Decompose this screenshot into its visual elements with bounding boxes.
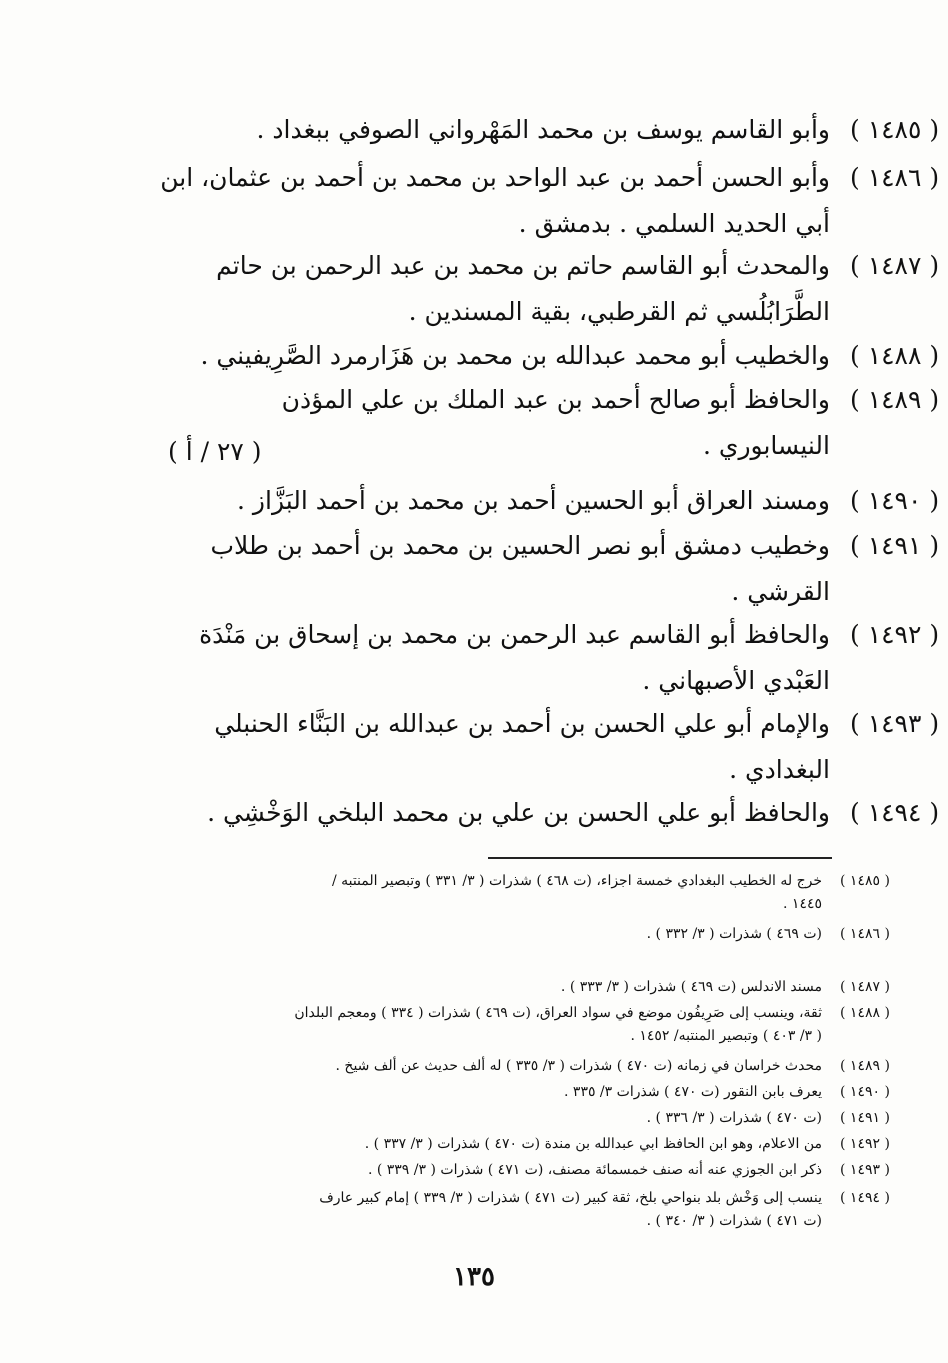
entry-number: ( ١٤٩٣ ) xyxy=(850,709,940,738)
footnote-text: (ت ٤٧٠ ) شذرات ( ٣/ ٣٣٦ ) . xyxy=(646,1110,822,1126)
entry-text: والخطيب أبو محمد عبدالله بن محمد بن هَزَارمرد الصَّرِيفيني . xyxy=(200,341,830,370)
entry-1492 xyxy=(140,612,940,704)
entry-text: وأبو القاسم يوسف بن محمد المَهْرواني الصوفي ببغداد . xyxy=(256,115,830,144)
entry-text: ومسند العراق أبو الحسين أحمد بن محمد بن أحمد البَزَّاز . xyxy=(237,486,830,515)
entry-text: والحافظ أبو القاسم عبد الرحمن بن محمد بن إسحاق بن مَنْدَة xyxy=(199,620,830,649)
footnote-number: ( ١٤٨٦ ) xyxy=(840,926,890,942)
entry-number: ( ١٤٩٤ ) xyxy=(850,798,940,827)
footnote-1493 xyxy=(132,1159,890,1182)
footnote-number: ( ١٤٩٣ ) xyxy=(840,1162,890,1178)
entry-text: النيسابوري . xyxy=(703,431,830,460)
footnote-1491 xyxy=(132,1107,890,1130)
footnote-1489 xyxy=(132,1055,890,1078)
footnote-text: محدث خراسان في زمانه (ت ٤٧٠ ) شذرات ( ٣/ ٣٣٥ ) له ألف حديث عن ألف شيخ . xyxy=(335,1058,822,1074)
folio-marker: ( ٢٧ / أ ) xyxy=(168,437,262,466)
footnote-number: ( ١٤٨٨ ) xyxy=(840,1005,890,1021)
footnote-text: من الاعلام، وهو ابن الحافظ ابي عبدالله بن مندة (ت ٤٧٠ ) شذرات ( ٣/ ٣٣٧ ) . xyxy=(364,1136,822,1152)
footnote-number: ( ١٤٩٤ ) xyxy=(840,1190,890,1206)
footnote-text: (ت ٤٧١ ) شذرات ( ٣/ ٣٤٠ ) . xyxy=(646,1213,822,1229)
entry-1491 xyxy=(140,523,940,615)
footnote-number: ( ١٤٨٥ ) xyxy=(840,873,890,889)
footnote-text: مسند الاندلس (ت ٤٦٩ ) شذرات ( ٣/ ٣٣٣ ) . xyxy=(560,979,822,995)
footnote-text: (ت ٤٦٩ ) شذرات ( ٣/ ٣٣٢ ) . xyxy=(646,926,822,942)
footnote-1486 xyxy=(132,923,890,946)
entry-1488 xyxy=(140,333,940,379)
footnote-1492 xyxy=(132,1133,890,1156)
footnote-1485 xyxy=(132,870,890,916)
footnote-text: ١٤٤٥ . xyxy=(783,896,822,912)
entry-number: ( ١٤٨٥ ) xyxy=(850,115,940,144)
page-number: ١٣٥ xyxy=(453,1262,495,1292)
entry-number: ( ١٤٩٢ ) xyxy=(850,620,940,649)
footnote-text: خرج له الخطيب البغدادي خمسة اجزاء، (ت ٤٦٨ ) شذرات ( ٣/ ٣٣١ ) وتبصير المنتبه / xyxy=(331,873,822,889)
entry-text: الطَّرَابُلُسي ثم القرطبي، بقية المسندين . xyxy=(408,297,830,326)
footnote-number: ( ١٤٩٠ ) xyxy=(840,1084,890,1100)
entry-text: العَبْدي الأصبهاني . xyxy=(642,666,830,695)
entry-text: وخطيب دمشق أبو نصر الحسين بن محمد بن أحمد بن طلاب xyxy=(210,531,830,560)
entry-number: ( ١٤٩١ ) xyxy=(850,531,940,560)
entry-text: والمحدث أبو القاسم حاتم بن محمد بن عبد الرحمن بن حاتم xyxy=(216,251,830,280)
footnote-1487 xyxy=(132,976,890,999)
entry-1486 xyxy=(140,155,940,247)
entry-1490 xyxy=(140,478,940,524)
entry-text: والحافظ أبو صالح أحمد بن عبد الملك بن علي المؤذن xyxy=(281,385,830,414)
entry-1493 xyxy=(140,701,940,793)
entry-1487 xyxy=(140,243,940,335)
footnote-1490 xyxy=(132,1081,890,1104)
entry-number: ( ١٤٩٠ ) xyxy=(850,486,940,515)
footnote-1494 xyxy=(132,1187,890,1233)
entry-1494 xyxy=(140,790,940,836)
entry-number: ( ١٤٨٦ ) xyxy=(850,163,940,192)
entry-text: القرشي . xyxy=(731,577,830,606)
footnote-text: ( ٣/ ٤٠٣ ) وتبصير المنتبه/ ١٤٥٢ . xyxy=(630,1028,822,1044)
footnote-1488 xyxy=(132,1002,890,1048)
entry-number: ( ١٤٨٧ ) xyxy=(850,251,940,280)
entry-text: والحافظ أبو علي الحسن بن علي بن محمد البلخي الوَخْشِي . xyxy=(207,798,830,827)
footnote-text: ذكر ابن الجوزي عنه أنه صنف خمسمائة مصنف، (ت ٤٧١ ) شذرات ( ٣/ ٣٣٩ ) . xyxy=(367,1162,822,1178)
footnote-divider xyxy=(488,857,832,859)
footnote-text: ينسب إلى وَخْش بلد بنواحي بلخ، ثقة كبير (ت ٤٧١ ) شذرات ( ٣/ ٣٣٩ ) إمام كبير عارف xyxy=(319,1190,822,1206)
entry-number: ( ١٤٨٩ ) xyxy=(850,385,940,414)
entry-text: والإمام أبو علي الحسن بن أحمد بن عبدالله بن البَنَّاء الحنبلي xyxy=(214,709,830,738)
footnote-text: يعرف بابن النقور (ت ٤٧٠ ) شذرات ٣/ ٣٣٥ . xyxy=(564,1084,822,1100)
footnote-number: ( ١٤٩١ ) xyxy=(840,1110,890,1126)
entry-number: ( ١٤٨٨ ) xyxy=(850,341,940,370)
entry-1485 xyxy=(140,107,940,153)
footnote-text: ثقة، وينسب إلى صَرِيفُون موضع في سواد العراق، (ت ٤٦٩ ) شذرات ( ٣٣٤ ) ومعجم البلدان xyxy=(294,1005,822,1021)
footnote-number: ( ١٤٩٢ ) xyxy=(840,1136,890,1152)
entry-text: وأبو الحسن أحمد بن عبد الواحد بن محمد بن أحمد بن عثمان، ابن xyxy=(160,163,830,192)
footnote-number: ( ١٤٨٩ ) xyxy=(840,1058,890,1074)
footnote-number: ( ١٤٨٧ ) xyxy=(840,979,890,995)
entry-text: البغدادي . xyxy=(729,755,830,784)
entry-text: أبي الحديد السلمي . بدمشق . xyxy=(518,209,830,238)
